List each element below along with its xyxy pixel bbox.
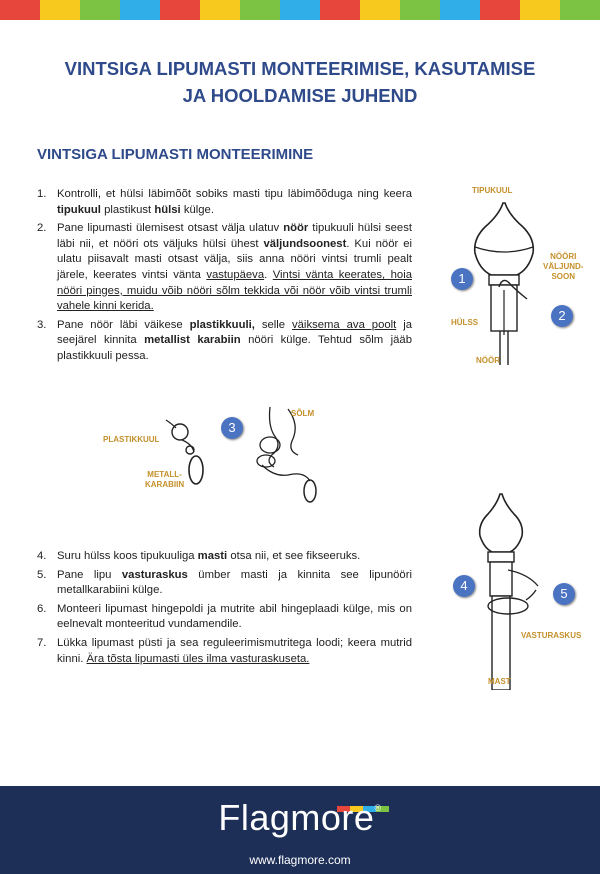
label-mast: MAST — [488, 677, 511, 686]
list-item-number: 6. — [37, 602, 47, 615]
knot-illustration — [248, 405, 328, 505]
list-item-text — [57, 221, 412, 315]
text-run: Lükka lipumast püsti ja sea reguleerimismutritega loodi; keera mutrid kinni. — [57, 636, 412, 665]
step-badge-4: 4 — [453, 575, 475, 597]
steps-list-b — [37, 549, 412, 670]
list-item-text — [57, 568, 412, 599]
list-item — [37, 636, 412, 667]
text-run: Suru hülss koos tipukuuliga — [57, 550, 198, 562]
text-run: . — [264, 268, 273, 281]
underlined-text: vastupäeva — [206, 268, 265, 281]
list-item-number: 3. — [37, 318, 47, 331]
stripe-segment — [40, 0, 80, 20]
text-run: otsa nii, et see fikseeruks. — [227, 550, 361, 562]
bold-term: masti — [197, 550, 228, 562]
bold-term: metallist karabiin — [144, 334, 241, 347]
list-item-number: 2. — [37, 222, 47, 235]
stripe-segment — [240, 0, 280, 20]
step-badge-5: 5 — [553, 583, 575, 605]
stripe-segment — [280, 0, 320, 20]
steps-list-a — [37, 187, 412, 368]
mast-counterweight-illustration — [470, 490, 550, 690]
label-plastikkuul: PLASTIKKUUL — [103, 435, 160, 444]
stripe-segment — [320, 0, 360, 20]
bold-term: nöör — [283, 222, 309, 235]
footer-url[interactable]: www.flagmore.com — [249, 853, 351, 867]
text-run: selle — [254, 318, 292, 331]
text-run: tipukuuli hülsi seest läbi nii, et nööri ots väljuks hülsi ühest — [57, 222, 412, 250]
stripe-segment — [480, 0, 520, 20]
list-item — [37, 187, 412, 218]
stripe-segment — [200, 0, 240, 20]
bold-term: väljundsoonest — [263, 237, 347, 250]
step-badge-2: 2 — [551, 305, 573, 327]
label-noori-valjundsoon: NÖÖRI VÄLJUND- SOON — [543, 252, 584, 281]
color-stripe — [0, 0, 600, 20]
stripe-segment — [120, 0, 160, 20]
bold-term: tipukuul — [57, 203, 101, 216]
label-solm: SÕLM — [291, 409, 315, 418]
text-run: Pane lipumasti ülemisest otsast välja ulatuv — [57, 222, 284, 235]
list-item-number: 1. — [37, 188, 47, 200]
underlined-text: Vintsi vänta keerates, hoia nööri pinges, muidu võib nööri sõlm tekkida või nöör võib vintsi trumli vahele kinni kerida. — [57, 268, 412, 313]
list-item — [37, 568, 412, 599]
list-item — [37, 318, 412, 365]
text-run: ja seejärel kinnita — [57, 318, 413, 347]
page-title-line2: JA HOOLDAMISE JUHEND — [182, 85, 418, 106]
list-item-number: 4. — [37, 550, 47, 562]
label-metallkarabiin: METALL- KARABIIN — [145, 470, 185, 489]
list-item-text — [57, 187, 412, 218]
list-item-number: 7. — [37, 636, 47, 649]
step-badge-1: 1 — [451, 268, 473, 290]
text-run: ümber masti ja kinnita see lipunööri metallkarabiini külge. — [57, 568, 412, 597]
list-item — [37, 221, 412, 315]
page-title — [0, 55, 600, 109]
list-item-text — [57, 318, 412, 365]
step-badge-3: 3 — [221, 417, 243, 439]
stripe-segment — [400, 0, 440, 20]
page-title-line1: VINTSIGA LIPUMASTI MONTEERIMISE, KASUTAMISE — [64, 58, 536, 79]
text-run: plastikust — [100, 203, 155, 216]
brand-logo — [0, 797, 600, 839]
text-run: Monteeri lipumast hingepoldi ja mutrite abil hingeplaadi külge, mis on eelnevalt monteeritud vundamendile. — [57, 602, 412, 631]
section-title: VINTSIGA LIPUMASTI MONTEERIMINE — [37, 146, 314, 163]
bold-term: hülsi — [154, 203, 181, 216]
bold-term: plastikkuuli, — [189, 318, 255, 331]
list-item-number: 5. — [37, 568, 47, 581]
list-item-text — [57, 602, 412, 633]
brand-reg-mark: ® — [374, 803, 382, 813]
stripe-segment — [160, 0, 200, 20]
list-item — [37, 549, 412, 565]
stripe-segment — [440, 0, 480, 20]
label-vasturaskus: VASTURASKUS — [521, 631, 582, 640]
list-item-text — [57, 549, 412, 565]
stripe-segment — [80, 0, 120, 20]
label-noor: NÖÖR — [476, 356, 500, 365]
underlined-text: Ära tõsta lipumasti üles ilma vasturaskuseta. — [86, 652, 310, 665]
label-hulss: HÜLSS — [451, 318, 479, 327]
stripe-segment — [360, 0, 400, 20]
label-tipukuul: TIPUKUUL — [472, 186, 513, 195]
text-run: . Kui nöör ei ulatu piisavalt masti otsast välja, siis anna nööri vintsi trumli pealt järele, keerates vintsi vänta — [57, 237, 412, 281]
stripe-segment — [520, 0, 560, 20]
stripe-segment — [560, 0, 600, 20]
text-run: Kontrolli, et hülsi läbimõõt sobiks masti tipu läbimõõduga ning keera — [57, 188, 412, 200]
text-run: nööri külge. Tehtud sõlm jääb plastikkuuli pessa. — [57, 334, 412, 362]
text-run: Pane lipu — [57, 568, 122, 581]
stripe-segment — [0, 0, 40, 20]
underlined-text: väiksema ava poolt — [292, 318, 397, 331]
brand-name: Flagmore — [218, 797, 375, 838]
list-item-text — [57, 636, 412, 667]
list-item — [37, 602, 412, 633]
text-run: Pane nöör läbi väikese — [57, 318, 190, 331]
text-run: külge. — [180, 203, 214, 216]
bold-term: vasturaskus — [121, 568, 188, 581]
